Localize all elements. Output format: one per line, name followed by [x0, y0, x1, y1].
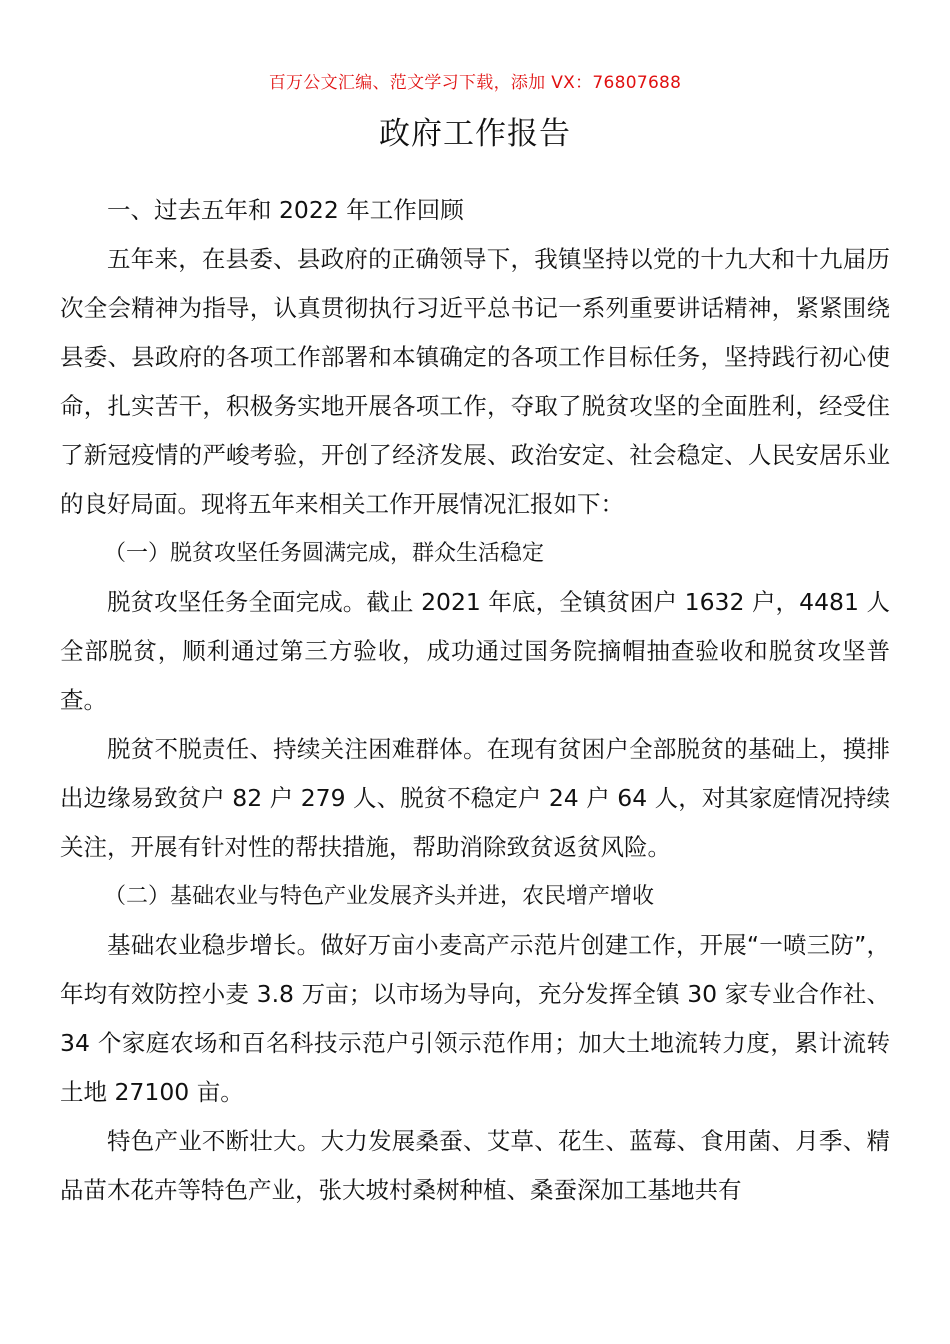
paragraph: 基础农业稳步增长。做好万亩小麦高产示范片创建工作，开展“一喷三防”，年均有效防控小麦 3.8 万亩；以市场为导向，充分发挥全镇 30 家专业合作社、34 个家庭农场和百名科技示范户引领示范作用；加大土地流转力度，累计流转土地 27100 亩。	[60, 931, 890, 1106]
section-heading-1: 一、过去五年和 2022 年工作回顾	[107, 196, 464, 224]
subsection-heading: （二）基础农业与特色产业发展齐头并进，农民增产增收	[104, 884, 655, 909]
paragraph: 五年来，在县委、县政府的正确领导下，我镇坚持以党的十九大和十九届历次全会精神为指导，认真贯彻执行习近平总书记一系列重要讲话精神，紧紧围绕县委、县政府的各项工作部署和本镇确定的各项工作目标任务，坚持践行初心使命，扎实苦干，积极务实地开展各项工作，夺取了脱贫攻坚的全面胜利，经受住了新冠疫情的严峻考验，开创了经济发展、政治安定、社会稳定、人民安居乐业的良好局面。现将五年来相关工作开展情况汇报如下：	[60, 245, 890, 518]
header-notice: 百万公文汇编、范文学习下载，添加 VX：76807688	[268, 73, 682, 93]
subsection-heading: （一）脱贫攻坚任务圆满完成，群众生活稳定	[104, 541, 545, 566]
document-body	[60, 186, 890, 1215]
paragraph: 脱贫不脱责任、持续关注困难群体。在现有贫困户全部脱贫的基础上，摸排出边缘易致贫户 82 户 279 人、脱贫不稳定户 24 户 64 人，对其家庭情况持续关注，开展有针对性的帮扶措施，帮助消除致贫返贫风险。	[60, 735, 890, 861]
page-title: 政府工作报告	[379, 116, 571, 152]
paragraph: 脱贫攻坚任务全面完成。截止 2021 年底，全镇贫困户 1632 户，4481 人全部脱贫，顺利通过第三方验收，成功通过国务院摘帽抽查验收和脱贫攻坚普查。	[60, 588, 890, 714]
paragraph: 特色产业不断壮大。大力发展桑蚕、艾草、花生、蓝莓、食用菌、月季、精品苗木花卉等特色产业，张大坡村桑树种植、桑蚕深加工基地共有	[60, 1127, 890, 1204]
